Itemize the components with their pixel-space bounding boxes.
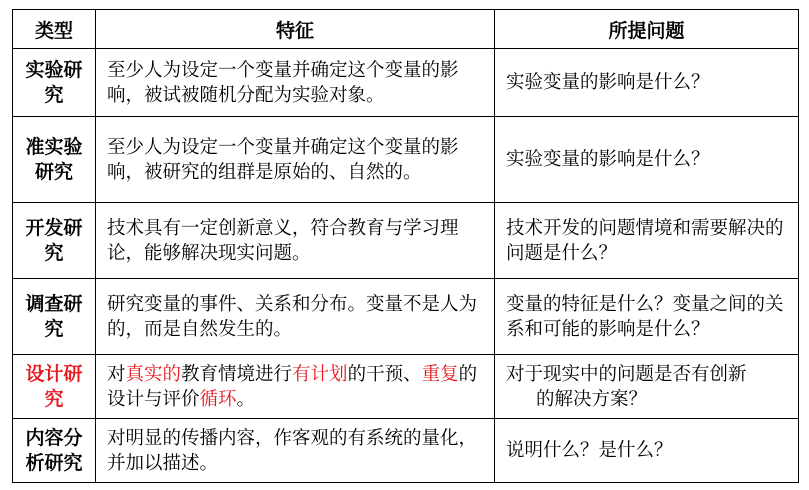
feature-cell: 至少人为设定一个变量并确定这个变量的影响，被试被随机分配为实验对象。 <box>96 49 495 117</box>
type-label: 开发研究 <box>25 216 83 264</box>
question-cell: 变量的特征是什么？变量之间的关系和可能的影响是什么？ <box>495 279 799 355</box>
question-cell: 说明什么？是什么？ <box>495 419 799 483</box>
table-row <box>13 355 799 419</box>
table-row <box>13 419 799 483</box>
highlight-text: 循环 <box>199 388 237 410</box>
type-label: 调查研究 <box>25 292 83 340</box>
question-cell: 实验变量的影响是什么？ <box>495 49 799 117</box>
feature-cell: 技术具有一定创新意义，符合教育与学习理论，能够解决现实问题。 <box>96 203 495 279</box>
type-label: 准实验研究 <box>25 135 83 183</box>
question-line: 对于现实中的问题是否有创新 <box>506 363 747 385</box>
feature-text: 对 <box>107 363 126 385</box>
highlight-text: 有计划 <box>292 363 348 385</box>
type-cell <box>13 279 96 355</box>
question-cell <box>495 355 799 419</box>
research-methods-table <box>12 9 799 483</box>
feature-text: 的设计与评价 <box>107 363 478 410</box>
feature-text: 的干预、 <box>347 363 422 385</box>
type-label: 内容分析研究 <box>25 426 83 474</box>
type-cell <box>13 117 96 203</box>
table-row <box>13 117 799 203</box>
header-feature: 特征 <box>96 10 495 49</box>
feature-cell <box>96 355 495 419</box>
type-cell <box>13 203 96 279</box>
table-row <box>13 203 799 279</box>
header-row <box>13 10 799 49</box>
feature-cell: 研究变量的事件、关系和分布。变量不是人为的，而是自然发生的。 <box>96 279 495 355</box>
feature-text: 教育情境进行 <box>181 363 293 385</box>
question-cell: 技术开发的问题情境和需要解决的问题是什么？ <box>495 203 799 279</box>
table-row <box>13 49 799 117</box>
highlight-text: 重复 <box>421 363 459 385</box>
table-row <box>13 279 799 355</box>
type-label: 设计研究 <box>25 362 83 410</box>
feature-text: 。 <box>236 388 256 410</box>
type-label: 实验研究 <box>25 58 83 106</box>
header-question: 所提问题 <box>495 10 799 49</box>
feature-cell: 对明显的传播内容，作客观的有系统的量化，并加以描述。 <box>96 419 495 483</box>
question-cell: 实验变量的影响是什么？ <box>495 117 799 203</box>
type-cell <box>13 49 96 117</box>
header-type: 类型 <box>13 10 96 49</box>
question-line: 的解决方案？ <box>536 388 648 410</box>
highlight-text: 真实的 <box>125 363 182 385</box>
type-cell <box>13 419 96 483</box>
feature-cell: 至少人为设定一个变量并确定这个变量的影响，被研究的组群是原始的、自然的。 <box>96 117 495 203</box>
type-cell <box>13 355 96 419</box>
